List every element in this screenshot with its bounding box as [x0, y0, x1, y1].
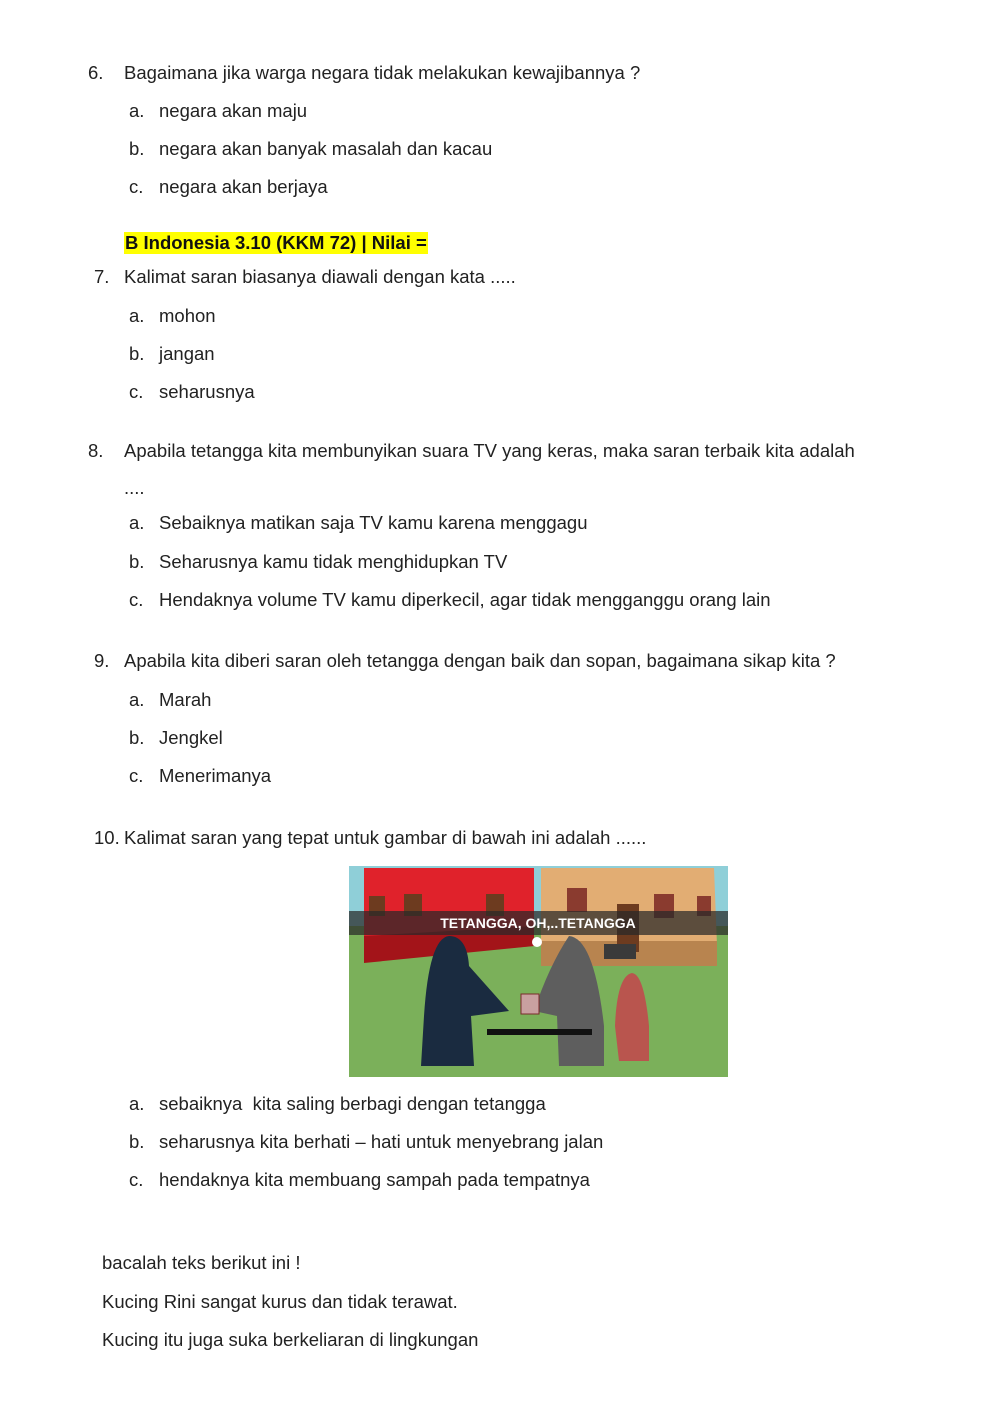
option-letter: c. — [129, 765, 144, 786]
image-title: TETANGGA, OH,..TETANGGA — [440, 915, 636, 931]
question-text: Kalimat saran biasanya diawali dengan kata ..... — [124, 266, 516, 287]
option-text: Marah — [159, 689, 212, 710]
question-number: 9. — [94, 650, 110, 671]
option-text: Hendaknya volume TV kamu diperkecil, agar tidak mengganggu orang lain — [159, 589, 771, 610]
reading-line: Kucing Rini sangat kurus dan tidak terawat. — [102, 1291, 458, 1312]
option-letter: c. — [129, 1169, 144, 1190]
option-text: negara akan banyak masalah dan kacau — [159, 138, 493, 159]
option-letter: b. — [129, 727, 145, 748]
question-text: Bagaimana jika warga negara tidak melakukan kewajibannya ? — [124, 62, 641, 83]
option-letter: a. — [129, 512, 145, 533]
option-text: Sebaiknya matikan saja TV kamu karena menggagu — [159, 512, 588, 533]
question-text: Apabila kita diberi saran oleh tetangga dengan baik dan sopan, bagaimana sikap kita ? — [124, 650, 836, 671]
question-text-continued: .... — [124, 477, 145, 498]
question-number: 10. — [94, 827, 120, 848]
section-heading: B Indonesia 3.10 (KKM 72) | Nilai = — [125, 232, 427, 253]
option-letter: a. — [129, 100, 145, 121]
option-text: jangan — [159, 343, 215, 364]
option-text: negara akan berjaya — [159, 176, 328, 197]
option-text: sebaiknya kita saling berbagi dengan tetangga — [159, 1093, 546, 1114]
option-text: Menerimanya — [159, 765, 272, 786]
option-letter: c. — [129, 176, 144, 197]
option-letter: c. — [129, 589, 144, 610]
option-letter: b. — [129, 551, 145, 572]
question-text: Kalimat saran yang tepat untuk gambar di bawah ini adalah ...... — [124, 827, 647, 848]
reading-line: Kucing itu juga suka berkeliaran di lingkungan — [102, 1329, 479, 1350]
option-letter: a. — [129, 1093, 145, 1114]
question-text: Apabila tetangga kita membunyikan suara TV yang keras, maka saran terbaik kita adalah — [124, 440, 855, 461]
option-text: seharusnya — [159, 381, 255, 402]
option-text: hendaknya kita membuang sampah pada tempatnya — [159, 1169, 590, 1190]
option-text: mohon — [159, 305, 216, 326]
option-text: Jengkel — [159, 727, 223, 748]
neighbors-illustration — [349, 866, 728, 1077]
option-letter: b. — [129, 343, 145, 364]
option-letter: b. — [129, 138, 145, 159]
question-number: 7. — [94, 266, 110, 287]
option-letter: a. — [129, 305, 145, 326]
option-text: negara akan maju — [159, 100, 308, 121]
option-letter: b. — [129, 1131, 145, 1152]
question-number: 8. — [88, 440, 104, 461]
option-text: seharusnya kita berhati – hati untuk menyebrang jalan — [159, 1131, 604, 1152]
option-letter: c. — [129, 381, 144, 402]
reading-instruction: bacalah teks berikut ini ! — [102, 1252, 301, 1273]
option-text: Seharusnya kamu tidak menghidupkan TV — [159, 551, 508, 572]
option-letter: a. — [129, 689, 145, 710]
question-number: 6. — [88, 62, 104, 83]
